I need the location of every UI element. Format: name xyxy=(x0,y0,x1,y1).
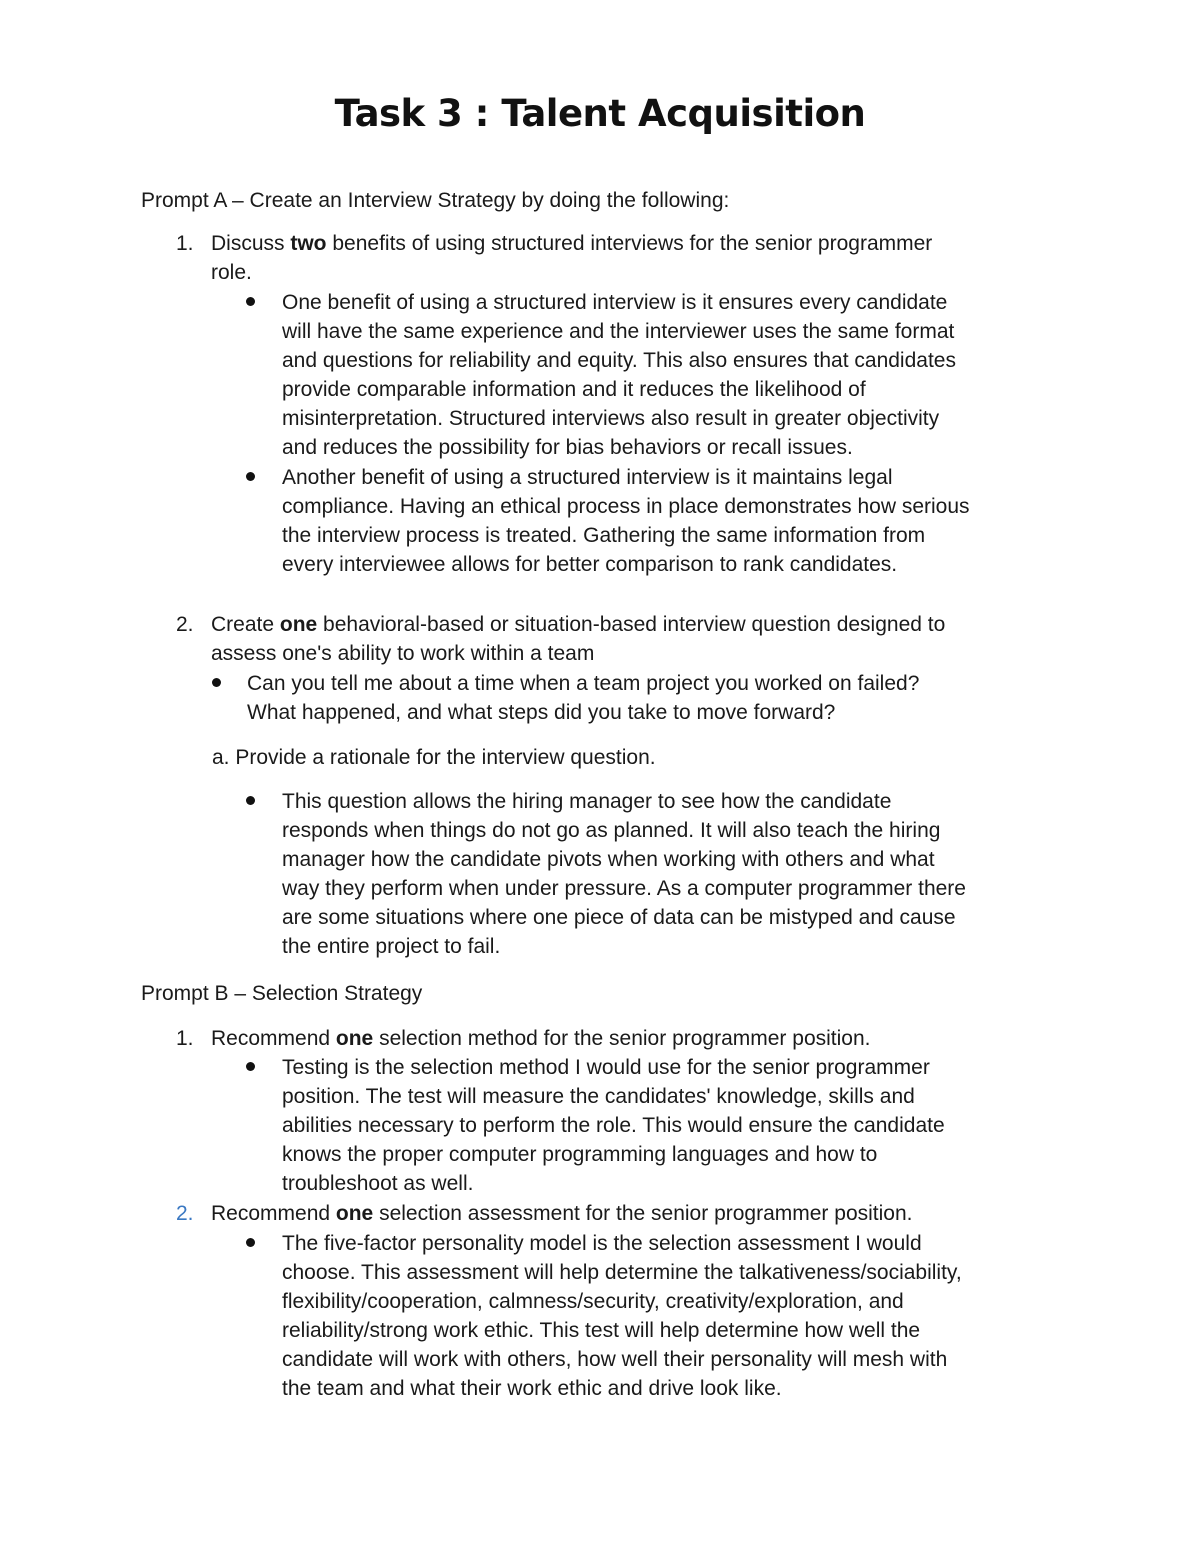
emphasis-text: two xyxy=(290,232,327,255)
bullet-text: flexibility/cooperation, calmness/security, creativity/exploration, and xyxy=(282,1290,904,1313)
bullet-icon xyxy=(246,297,255,306)
bullet-text: troubleshoot as well. xyxy=(282,1172,474,1195)
bullet-text: responds when things do not go as planned. It will also teach the hiring xyxy=(282,819,941,842)
bullet-text: the entire project to fail. xyxy=(282,935,501,958)
list-item-text: Create one behavioral-based or situation-based interview question designed to xyxy=(211,613,946,636)
sub-item-a: a. Provide a rationale for the interview question. xyxy=(212,746,656,769)
list-number: 1. xyxy=(176,1027,194,1050)
list-item-text: Discuss two benefits of using structured interviews for the senior programmer xyxy=(211,232,933,255)
prompt-a-heading: Prompt A – Create an Interview Strategy by doing the following: xyxy=(141,189,730,212)
bullet-text: the team and what their work ethic and drive look like. xyxy=(282,1377,782,1400)
list-item-text: role. xyxy=(211,261,252,284)
bullet-text: and reduces the possibility for bias behaviors or recall issues. xyxy=(282,436,853,459)
bullet-text: Another benefit of using a structured interview is it maintains legal xyxy=(282,466,893,489)
bullet-text: will have the same experience and the interviewer uses the same format xyxy=(282,320,955,343)
bullet-text: position. The test will measure the candidates' knowledge, skills and xyxy=(282,1085,915,1108)
list-item-text: assess one's ability to work within a team xyxy=(211,642,595,665)
page-title: Task 3 : Talent Acquisition xyxy=(334,92,866,135)
bullet-text: What happened, and what steps did you take to move forward? xyxy=(247,701,836,724)
bullet-icon xyxy=(212,678,221,687)
bullet-text: This question allows the hiring manager to see how the candidate xyxy=(282,790,892,813)
bullet-text: are some situations where one piece of data can be mistyped and cause xyxy=(282,906,956,929)
bullet-text: reliability/strong work ethic. This test will help determine how well the xyxy=(282,1319,921,1342)
bullet-icon xyxy=(246,1238,255,1247)
bullet-text: every interviewee allows for better comparison to rank candidates. xyxy=(282,553,898,576)
bullet-icon xyxy=(246,1062,255,1071)
bullet-text: abilities necessary to perform the role. This would ensure the candidate xyxy=(282,1114,945,1137)
list-number: 2. xyxy=(176,613,194,636)
bullet-text: choose. This assessment will help determine the talkativeness/sociability, xyxy=(282,1261,962,1284)
bullet-text: way they perform when under pressure. As a computer programmer there xyxy=(282,877,966,900)
emphasis-text: one xyxy=(335,1027,374,1050)
bullet-text: compliance. Having an ethical process in place demonstrates how serious xyxy=(282,495,970,518)
bullet-icon xyxy=(246,796,255,805)
bullet-text: and questions for reliability and equity. This also ensures that candidates xyxy=(282,349,956,372)
bullet-text: provide comparable information and it reduces the likelihood of xyxy=(282,378,866,401)
list-number: 1. xyxy=(176,232,194,255)
bullet-text: knows the proper computer programming languages and how to xyxy=(282,1143,878,1166)
bullet-text: misinterpretation. Structured interviews also result in greater objectivity xyxy=(282,407,940,430)
bullet-text: Testing is the selection method I would use for the senior programmer xyxy=(282,1056,930,1079)
prompt-b-heading: Prompt B – Selection Strategy xyxy=(141,982,423,1005)
list-item-text: Recommend one selection method for the senior programmer position. xyxy=(211,1027,871,1050)
bullet-text: the interview process is treated. Gathering the same information from xyxy=(282,524,926,547)
bullet-text: manager how the candidate pivots when working with others and what xyxy=(282,848,935,871)
bullet-text: One benefit of using a structured interview is it ensures every candidate xyxy=(282,291,948,314)
emphasis-text: one xyxy=(279,613,318,636)
emphasis-text: one xyxy=(335,1202,374,1225)
bullet-text: candidate will work with others, how well their personality will mesh with xyxy=(282,1348,948,1371)
bullet-text: Can you tell me about a time when a team project you worked on failed? xyxy=(247,672,920,695)
bullet-icon xyxy=(246,472,255,481)
bullet-text: The five-factor personality model is the selection assessment I would xyxy=(282,1232,922,1255)
list-item-text: Recommend one selection assessment for the senior programmer position. xyxy=(211,1202,913,1225)
list-number: 2. xyxy=(176,1202,194,1225)
